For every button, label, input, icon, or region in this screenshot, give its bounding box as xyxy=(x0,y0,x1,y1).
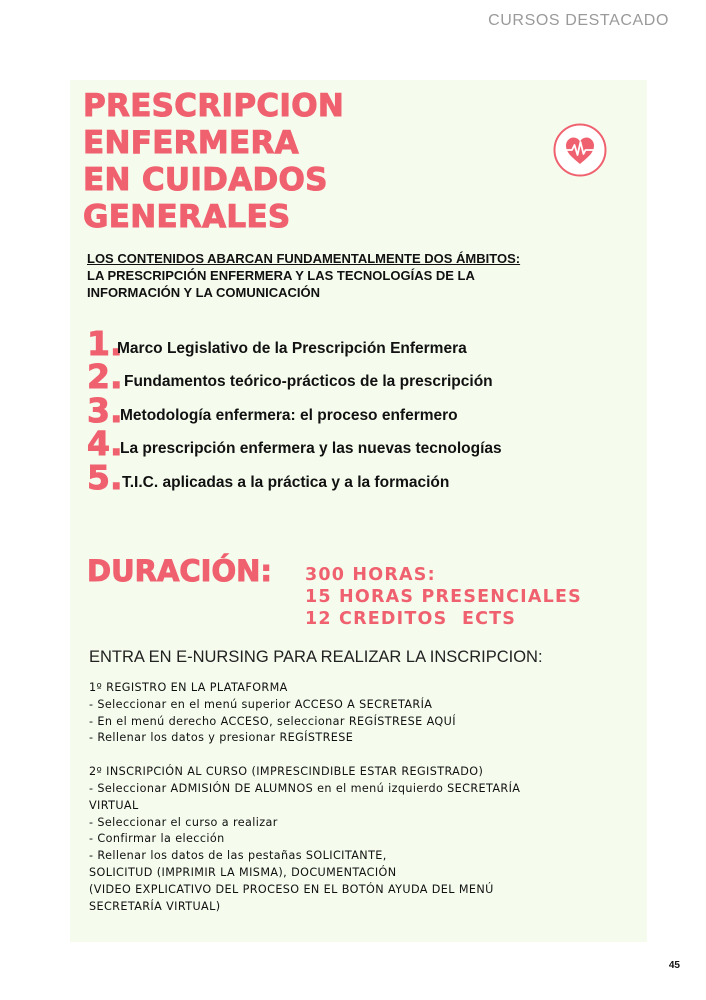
duration-line: 15 HORAS PRESENCIALES xyxy=(305,587,582,607)
enrollment-steps xyxy=(89,680,589,915)
heart-pulse-icon xyxy=(553,123,607,177)
step2-line: - Seleccionar ADMISIÓN DE ALUMNOS en el menú izquierdo SECRETARÍA xyxy=(89,781,521,795)
subtitle-underlined: LOS CONTENIDOS ABARCAN FUNDAMENTALMENTE DOS ÁMBITOS: xyxy=(87,251,521,266)
step2-line: SOLICITUD (IMPRIMIR LA MISMA), DOCUMENTACIÓN xyxy=(89,865,397,879)
module-text: Marco Legislativo de la Prescripción Enfermera xyxy=(117,339,467,357)
module-text: Fundamentos teórico-prácticos de la prescripción xyxy=(124,373,493,390)
duration-line: 12 CREDITOS ECTS xyxy=(305,609,517,629)
course-title-line: EN CUIDADOS xyxy=(83,162,328,198)
step2-line: - Seleccionar el curso a realizar xyxy=(89,815,278,829)
step1-line: - Rellenar los datos y presionar REGÍSTRESE xyxy=(89,731,354,745)
step2-line: VIRTUAL xyxy=(89,798,139,812)
module-text: Metodología enfermera: el proceso enfermero xyxy=(120,406,458,424)
step1-title: 1º REGISTRO EN LA PLATAFORMA xyxy=(89,681,288,694)
module-number: 2. xyxy=(87,357,123,396)
step1-line: - Seleccionar en el menú superior ACCESO A SECRETARÍA xyxy=(89,697,433,711)
course-title-line: PRESCRIPCION xyxy=(83,88,345,124)
duration-details xyxy=(305,564,582,630)
module-number: 4. xyxy=(87,424,123,463)
step2-line: - Confirmar la elección xyxy=(89,832,225,846)
module-number: 1. xyxy=(87,323,123,363)
subtitle-line: LA PRESCRIPCIÓN ENFERMERA Y LAS TECNOLOGÍAS DE LA xyxy=(87,268,475,283)
page-number: 45 xyxy=(668,960,680,971)
module-text: La prescripción enfermera y las nuevas tecnologías xyxy=(120,440,502,457)
section-label: CURSOS DESTACADO xyxy=(488,12,669,29)
duration-label: DURACIÓN: xyxy=(87,554,272,588)
course-title-line: ENFERMERA xyxy=(83,125,299,161)
course-subtitle xyxy=(87,250,607,301)
course-panel xyxy=(70,80,647,942)
subtitle-line: INFORMACIÓN Y LA COMUNICACIÓN xyxy=(87,285,321,300)
enrollment-heading: ENTRA EN E-NURSING PARA REALIZAR LA INSCRIPCION: xyxy=(89,648,543,666)
course-title xyxy=(83,88,344,236)
course-title-line: GENERALES xyxy=(83,199,291,235)
step2-title: 2º INSCRIPCIÓN AL CURSO (IMPRESCINDIBLE ESTAR REGISTRADO) xyxy=(89,765,484,779)
module-text: T.I.C. aplicadas a la práctica y a la formación xyxy=(122,473,450,491)
step2-line: SECRETARÍA VIRTUAL) xyxy=(89,899,221,913)
step2-line: (VIDEO EXPLICATIVO DEL PROCESO EN EL BOTÓN AYUDA DEL MENÚ xyxy=(89,882,494,896)
duration-line: 300 HORAS: xyxy=(305,565,436,585)
module-number: 3. xyxy=(87,390,123,430)
step1-line: - En el menú derecho ACCESO, seleccionar REGÍSTRESE AQUÍ xyxy=(89,714,456,728)
module-number: 5. xyxy=(87,457,123,497)
step2-line: - Rellenar los datos de las pestañas SOLICITANTE, xyxy=(89,849,387,863)
